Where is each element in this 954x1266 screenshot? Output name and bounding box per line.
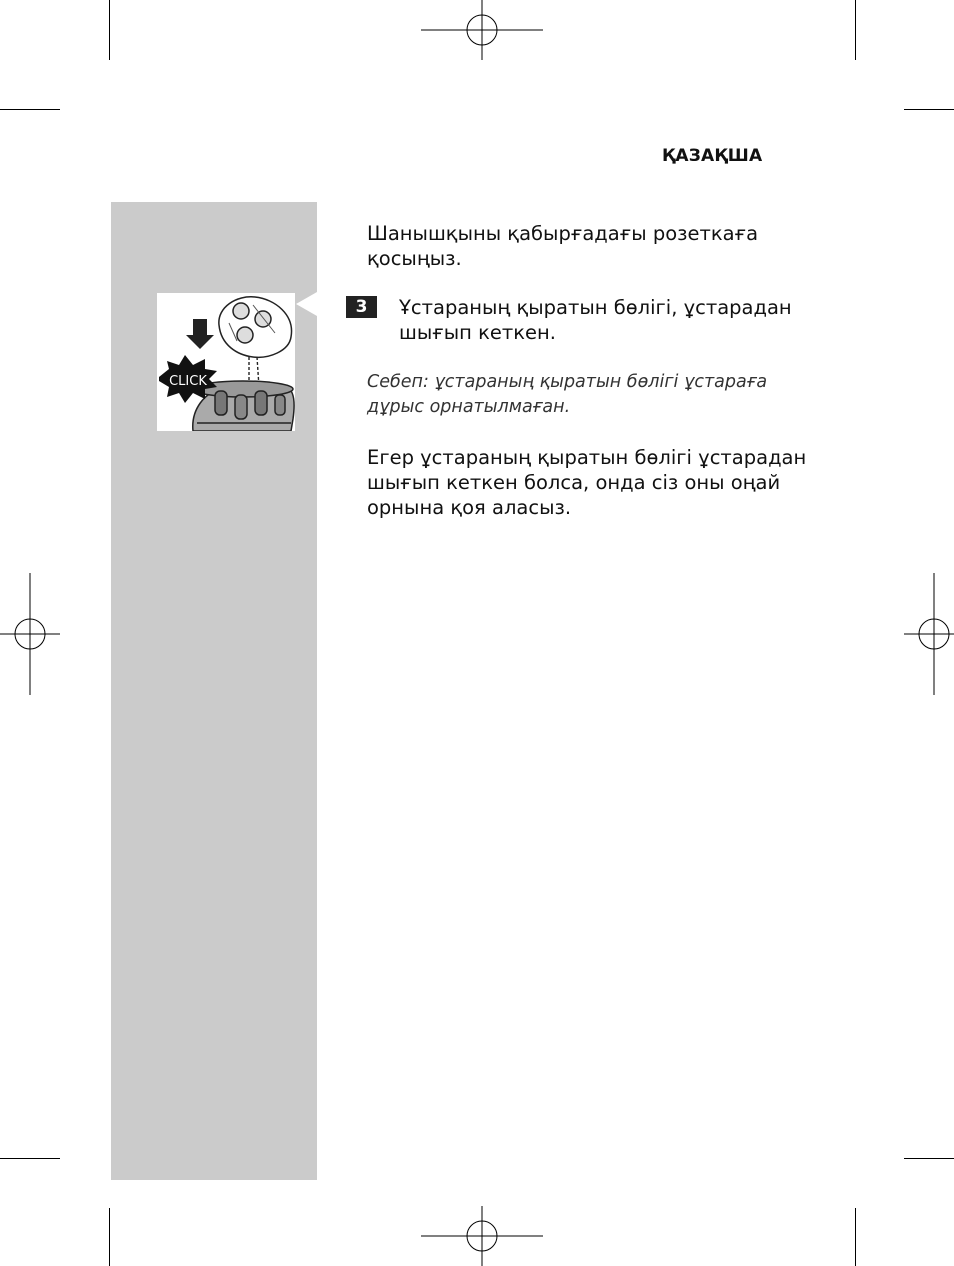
registration-mark-top xyxy=(421,0,543,60)
solution-line: Егер ұстараның қыратын бөлігі ұстарадан xyxy=(367,446,807,469)
shaver-illustration xyxy=(157,293,295,431)
solution-text xyxy=(367,445,806,520)
solution-line: орнына қоя аласыз. xyxy=(367,496,572,519)
instruction-line: Шанышқыны қабырғадағы розеткаға xyxy=(367,222,759,245)
cause-line: дұрыс орнатылмаған. xyxy=(367,397,571,417)
crop-mark xyxy=(855,0,856,60)
registration-mark-left xyxy=(0,573,60,695)
instruction-text xyxy=(367,221,758,271)
registration-mark-right xyxy=(904,573,954,695)
language-heading: ҚАЗАҚША xyxy=(662,146,763,166)
down-arrow-icon xyxy=(186,319,214,349)
solution-line: шығып кеткен болса, онда сіз оны оңай xyxy=(367,471,781,494)
cause-text xyxy=(367,370,767,420)
problem-text xyxy=(399,295,792,345)
crop-mark xyxy=(109,0,110,60)
shaver-head-drawing xyxy=(219,297,292,358)
cause-line xyxy=(367,370,767,395)
crop-mark xyxy=(904,109,954,110)
problem-line: Ұстараның қыратын бөлігі, ұстарадан xyxy=(399,296,792,319)
instruction-line: қосыңыз. xyxy=(367,247,462,270)
click-label: CLICK xyxy=(169,374,207,389)
crop-mark xyxy=(109,1208,110,1266)
problem-number-badge: 3 xyxy=(346,296,377,318)
cause-line-text: ұстараның қыратын бөлігі ұстараға xyxy=(428,372,768,392)
registration-mark-bottom xyxy=(421,1206,543,1266)
problem-line: шығып кеткен. xyxy=(399,321,556,344)
crop-mark xyxy=(0,109,60,110)
crop-mark xyxy=(904,1158,954,1159)
pointer-notch xyxy=(296,292,317,316)
cause-label: Себеп: xyxy=(367,372,429,392)
crop-mark xyxy=(855,1208,856,1266)
shaver-drawing xyxy=(157,293,295,431)
crop-mark xyxy=(0,1158,60,1159)
